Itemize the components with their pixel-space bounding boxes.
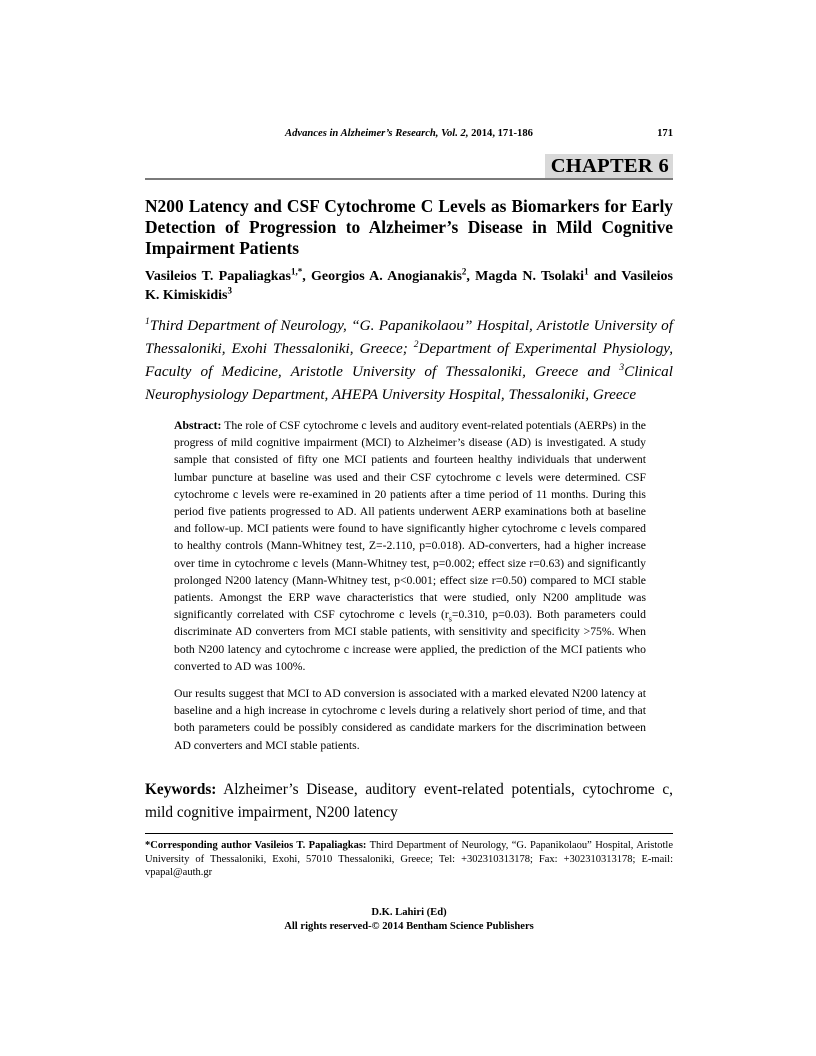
- journal-name: Advances in Alzheimer’s Research, Vol. 2,: [285, 128, 469, 139]
- copyright-line: All rights reserved-© 2014 Bentham Science Publishers: [284, 921, 534, 933]
- journal-citation: [145, 128, 673, 139]
- footnote-text: Third Department of Neurology, “G. Papanikolaou” Hospital, Aristotle University of Thessaloniki, Exohi, 57010 Thessaloniki, Greece; Tel: +302310313178; Fax: +302310313178; E-mail: vpapal@auth.gr: [145, 839, 673, 879]
- author-separator: ,: [302, 269, 311, 284]
- author: Vasileios K. Kimiskidis$^3$: [145, 269, 673, 303]
- affiliation-marker: 1: [145, 316, 150, 327]
- author: Georgios A. Anogianakis$^2$: [311, 266, 467, 284]
- chapter-heading: [145, 154, 673, 178]
- page: [145, 128, 673, 934]
- author-list: [145, 267, 673, 305]
- running-head: [145, 128, 673, 144]
- affiliation-marker: 2: [413, 339, 419, 350]
- affiliation-marker: 3: [619, 362, 625, 373]
- affiliation: Department of Experimental Physiology, Faculty of Medicine, Aristotle University of Thessaloniki, Greece and: [145, 340, 674, 380]
- article-title: N200 Latency and CSF Cytochrome C Levels as Biomarkers for Early Detection of Progression to Alzheimer’s Disease in Mild Cognitive Impairment Patients: [145, 196, 673, 258]
- affiliations: [145, 314, 673, 406]
- journal-year-pages: 2014, 171-186: [468, 128, 533, 139]
- author: Vasileios T. Papaliagkas$^{1,*}$: [145, 266, 303, 284]
- affiliation: Clinical Neurophysiology Department, AHEPA University Hospital, Thessaloniki, Greece: [145, 363, 673, 403]
- chapter-rule: [145, 178, 673, 180]
- affiliation: Third Department of Neurology, “G. Papanikolaou” Hospital, Aristotle University of Thessaloniki, Exohi Thessaloniki, Greece;: [145, 317, 673, 357]
- keywords-label: Keywords:: [145, 780, 217, 798]
- keywords: [145, 778, 673, 824]
- footnote-rule: [145, 833, 673, 834]
- author-separator: ,: [466, 269, 476, 284]
- author-separator: and: [588, 269, 622, 284]
- abstract-label: Abstract:: [174, 419, 222, 432]
- author: Magda N. Tsolaki$^1$: [475, 266, 589, 284]
- abstract-paragraph: Our results suggest that MCI to AD conversion is associated with a marked elevated N200 latency at baseline and a high increase in cytochrome c levels during a relatively short period of time, and that both parameters could be possibly considered as candidate markers for the discrimination between AD converters and MCI stable patients.: [174, 687, 646, 752]
- footnote-label: *Corresponding author Vasileios T. Papaliagkas:: [145, 839, 367, 851]
- publisher-footer: [145, 906, 673, 934]
- keywords-text: Alzheimer’s Disease, auditory event-related potentials, cytochrome c, mild cognitive impairment, N200 latency: [145, 780, 673, 821]
- editor-line: D.K. Lahiri (Ed): [371, 906, 447, 918]
- abstract-paragraph: Abstract: The role of CSF cytochrome c levels and auditory event-related potentials (AERPs) in the progress of mild cognitive impairment (MCI) to Alzheimer’s disease (AD) is investigated. A study sample that consisted of fifty one MCI patients and fourteen healthy individuals that underwent lumbar puncture at baseline was used and their CSF cytochrome c levels were determined. CSF cytochrome c levels were re-examined in 20 patients after a time period of 11 months. During this period five patients progressed to AD. All patients underwent AERP examinations both at baseline and follow-up. MCI patients were found to have significantly higher cytochrome c levels compared to healthy controls (Mann-Whitney test, Z=-2.110, p=0.018). AD-converters, had a higher increase over time in cytochrome c levels (Mann-Whitney test, p=0.002; effect size r=0.63) and significantly prolonged N200 latency (Mann-Whitney test, p<0.001; effect size r=0.50) compared to MCI stable patients. Amongst the ERP wave characteristics that were studied, only N200 amplitude was significantly correlated with CSF cytochrome c levels ($r_s=0.310$, p=0.03). Both parameters could discriminate AD converters from MCI stable patients, with sensitivity and specificity >75%. When both N200 latency and cytochrome c increase were applied, the prediction of the MCI patients who converted to AD was 100%.: [174, 419, 646, 673]
- corresponding-author-footnote: [145, 839, 673, 880]
- page-number: 171: [657, 128, 673, 139]
- abstract: [174, 417, 646, 754]
- chapter-label: CHAPTER 6: [545, 154, 673, 178]
